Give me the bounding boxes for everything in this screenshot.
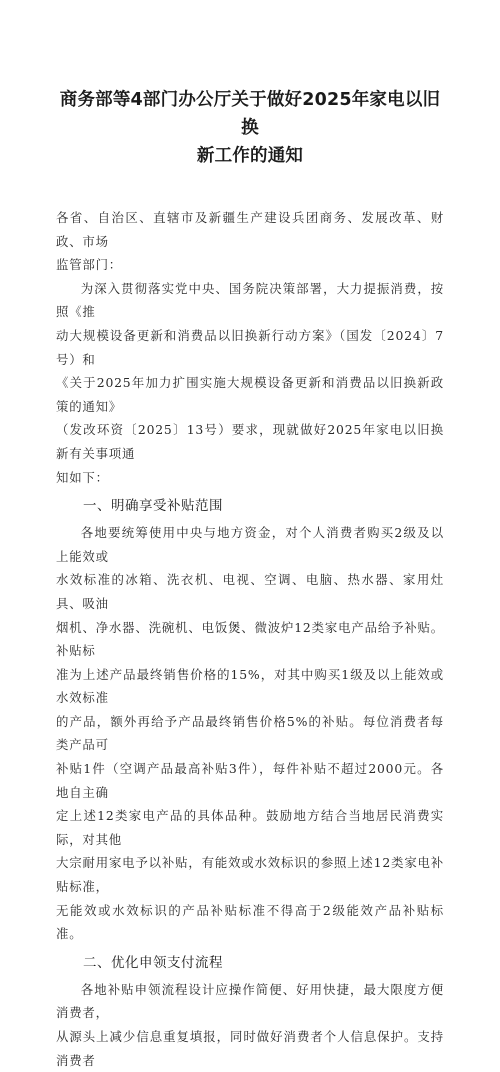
section1-line: 补贴1件（空调产品最高补贴3件），每件补贴不超过2000元。各地自主确 (56, 761, 444, 800)
section1-line: 无能效或水效标识的产品补贴标准不得高于2级能效产品补贴标准。 (56, 902, 444, 942)
section1-line: 准为上述产品最终销售价格的15%，对其中购买1级及以上能效或水效标准 (56, 666, 444, 706)
title-line: 新工作的通知 (196, 146, 304, 166)
section-heading-application-process: 二、优化申领支付流程 (83, 954, 223, 971)
intro-line: （发改环资〔2025〕13号）要求，现就做好2025年家电以旧换新有关事项通 (56, 422, 444, 461)
section1-line: 烟机、净水器、洗碗机、电饭煲、微波炉12类家电产品给予补贴。补贴标 (56, 619, 444, 659)
section1-line: 水效标准的冰箱、洗衣机、电视、空调、电脑、热水器、家用灶具、吸油 (56, 572, 444, 611)
section2-line: 各地补贴申领流程设计应操作简便、好用快捷，最大限度方便消费者， (56, 981, 444, 1021)
document-title (56, 86, 444, 170)
section1-line: 大宗耐用家电予以补贴，有能效或水效标识的参照上述12类家电补贴标准， (56, 855, 444, 895)
section1-paragraph (56, 521, 444, 946)
section1-line: 各地要统筹使用中央与地方资金，对个人消费者购买2级及以上能效或 (56, 525, 444, 564)
addressee (56, 206, 444, 277)
section1-line: 的产品，额外再给予产品最终销售价格5%的补贴。每位消费者每类产品可 (56, 713, 444, 753)
intro-line: 知如下： (56, 469, 109, 485)
section2-paragraph (56, 978, 444, 1072)
section2-line: 从源头上减少信息重复填报，同时做好消费者个人信息保护。支持消费者 (56, 1029, 444, 1068)
intro-line: 动大规模设备更新和消费品以旧换新行动方案》（国发〔2024〕7号）和 (56, 327, 444, 367)
section1-line: 定上述12类家电产品的具体品种。鼓励地方结合当地居民消费实际，对其他 (56, 808, 444, 847)
intro-line: 《关于2025年加力扩围实施大规模设备更新和消费品以旧换新政策的通知》 (56, 375, 444, 414)
section-heading-subsidy-scope: 一、明确享受补贴范围 (83, 498, 223, 515)
intro-line: 为深入贯彻落实党中央、国务院决策部署，大力提振消费，按照《推 (56, 280, 444, 320)
addressee-line: 监管部门： (56, 257, 122, 273)
intro-paragraph (56, 277, 444, 489)
title-line: 商务部等4部门办公厅关于做好2025年家电以旧换 (59, 90, 441, 138)
addressee-line: 各省、自治区、直辖市及新疆生产建设兵团商务、发展改革、财政、市场 (56, 210, 444, 249)
